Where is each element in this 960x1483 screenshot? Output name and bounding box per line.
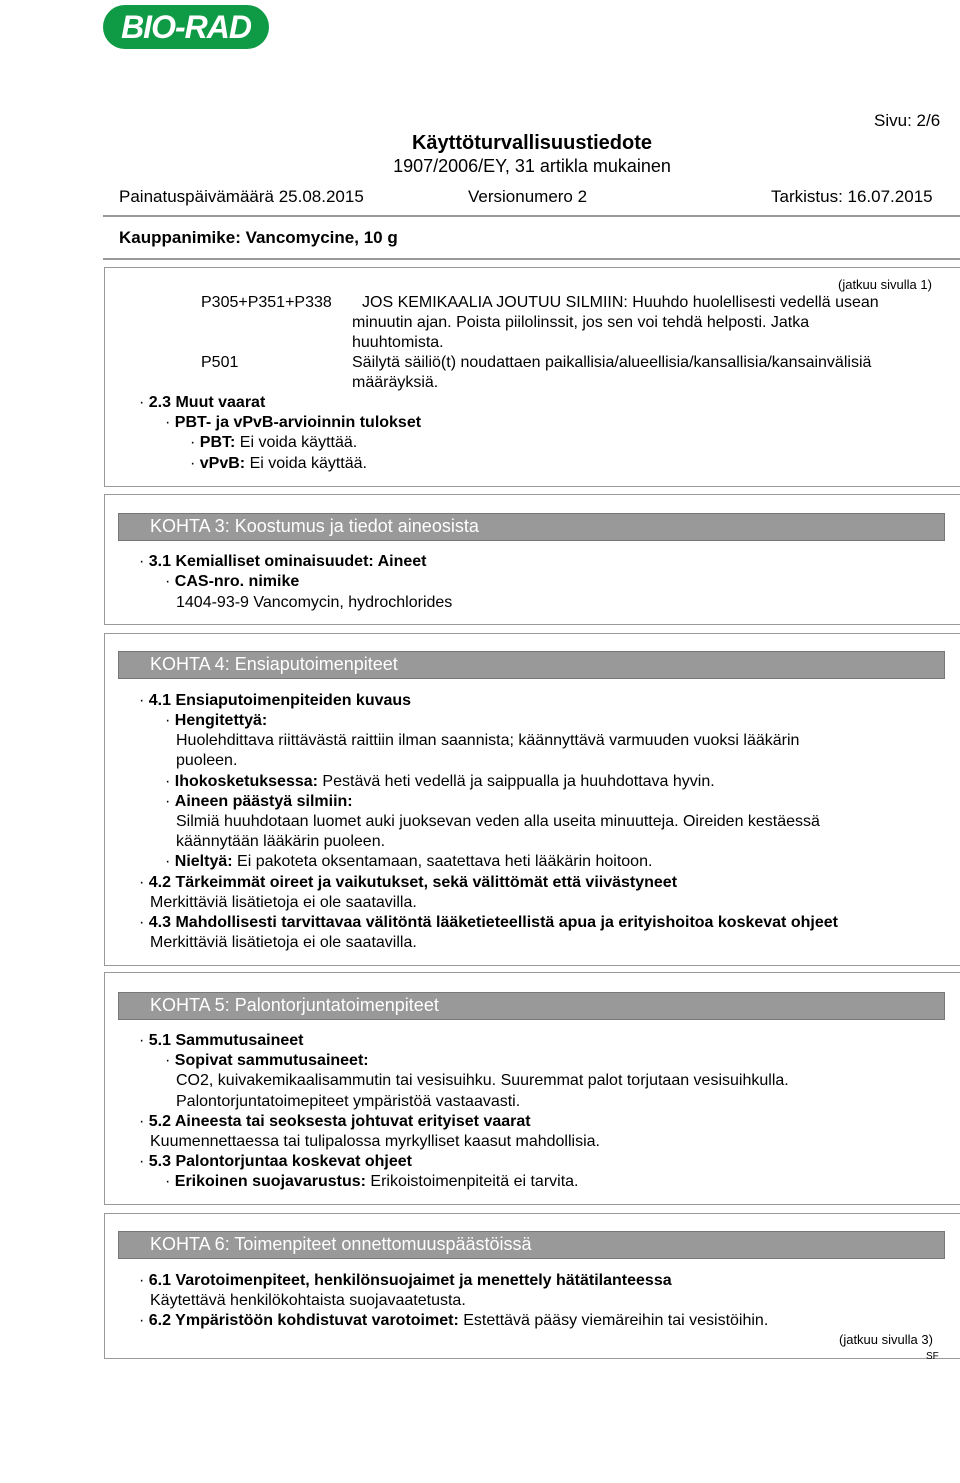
inhalation-text-1: Huolehdittava riittävästä raittiin ilman saannista; käännyttävä varmuuden vuoksi lääkärin <box>176 732 800 749</box>
p305-text-3: huuhtomista. <box>352 334 444 351</box>
inhalation-label: · Hengitettyä: <box>165 712 268 729</box>
p305-text-2: minuutin ajan. Poista piilolinssit, jos sen voi tehdä helposti. Jatka <box>352 314 810 331</box>
heading-4-1: · 4.1 Ensiaputoimenpiteiden kuvaus <box>139 692 412 709</box>
cas-heading: · CAS-nro. nimike <box>165 573 300 590</box>
eye-contact-text-2: käännytään lääkärin puoleen. <box>176 833 386 850</box>
print-date: Painatuspäivämäärä 25.08.2015 <box>119 187 364 206</box>
trade-name: Kauppanimike: Vancomycine, 10 g <box>119 228 398 247</box>
pbt-heading: · PBT- ja vPvB-arvioinnin tulokset <box>165 414 422 431</box>
p501-text-1: Säilytä säiliö(t) noudattaen paikallisia/alueellisia/kansallisia/kansainvälisiä <box>352 354 872 371</box>
heading-4-2: · 4.2 Tärkeimmät oireet ja vaikutukset, sekä välittömät että viivästyneet <box>139 874 678 891</box>
version-number: Versionumero 2 <box>468 187 588 206</box>
vpvb-result: · vPvB: Ei voida käyttää. <box>190 455 367 472</box>
revision-date: Tarkistus: 16.07.2015 <box>771 187 933 206</box>
text-6-1: Käytettävä henkilökohtaista suojavaatetusta. <box>150 1292 466 1309</box>
heading-3-1: · 3.1 Kemialliset ominaisuudet: Aineet <box>139 553 427 570</box>
suitable-media-text-2: Palontorjuntatoimepiteet ympäristöä vastaavasti. <box>176 1093 521 1110</box>
bio-rad-logo: BIO-RAD <box>103 5 269 49</box>
text-5-2: Kuumennettaessa tai tulipalossa myrkylliset kaasut mahdollisia. <box>150 1133 600 1150</box>
p305-text-1: JOS KEMIKAALIA JOUTUU SILMIIN: Huuhdo huolellisesti vedellä usean <box>362 294 879 311</box>
eye-contact-text-1: Silmiä huuhdotaan luomet auki juoksevan veden alla useita minuutteja. Oireiden kestäessä <box>176 813 820 830</box>
cas-value: 1404-93-9 Vancomycin, hydrochlorides <box>176 594 453 611</box>
heading-4-3: · 4.3 Mahdollisesti tarvittavaa välitöntä lääketieteellistä apua ja erityishoitoa koskevat ohjeet <box>139 914 838 931</box>
ingestion: · Nieltyä: Ei pakoteta oksentamaan, saatettava heti lääkärin hoitoon. <box>165 853 653 870</box>
heading-5-1: · 5.1 Sammutusaineet <box>139 1032 304 1049</box>
text-4-2: Merkittäviä lisätietoja ei ole saatavilla. <box>150 894 417 911</box>
continued-from: (jatkuu sivulla 1) <box>838 277 932 292</box>
text-4-3: Merkittäviä lisätietoja ei ole saatavilla. <box>150 934 417 951</box>
section-3-header: KOHTA 3: Koostumus ja tiedot aineosista <box>118 513 945 541</box>
document-title: Käyttöturvallisuustiedote <box>411 132 653 154</box>
language-code: SF <box>926 1351 939 1362</box>
heading-2-3: · 2.3 Muut vaarat <box>139 394 266 411</box>
eye-contact-label: · Aineen päästyä silmiin: <box>165 793 353 810</box>
p501-text-2: määräyksiä. <box>352 374 439 391</box>
suitable-media-text-1: CO2, kuivakemikaalisammutin tai vesisuihku. Suuremmat palot torjutaan vesisuihkulla. <box>176 1072 789 1089</box>
p305-code: P305+P351+P338 <box>201 294 332 311</box>
section-5-header: KOHTA 5: Palontorjuntatoimenpiteet <box>118 992 945 1020</box>
section-6-header: KOHTA 6: Toimenpiteet onnettomuuspäästöissä <box>118 1231 945 1259</box>
page-number: Sivu: 2/6 <box>874 111 941 130</box>
p501-code: P501 <box>201 354 239 371</box>
heading-5-2: · 5.2 Aineesta tai seoksesta johtuvat erityiset vaarat <box>139 1113 531 1130</box>
heading-6-1: · 6.1 Varotoimenpiteet, henkilönsuojaimet ja menettely hätätilanteessa <box>139 1272 672 1289</box>
section-4-header: KOHTA 4: Ensiaputoimenpiteet <box>118 651 945 679</box>
suitable-media-label: · Sopivat sammutusaineet: <box>165 1052 369 1069</box>
pbt-result: · PBT: Ei voida käyttää. <box>190 434 358 451</box>
skin-contact: · Ihokosketuksessa: Pestävä heti vedellä ja saippualla ja huuhdottava hyvin. <box>165 773 715 790</box>
heading-5-3: · 5.3 Palontorjuntaa koskevat ohjeet <box>139 1153 412 1170</box>
protective-equipment: · Erikoinen suojavarustus: Erikoistoimenpiteitä ei tarvita. <box>165 1173 579 1190</box>
document-subtitle: 1907/2006/EY, 31 artikla mukainen <box>393 156 671 176</box>
continued-to: (jatkuu sivulla 3) <box>839 1332 933 1347</box>
heading-6-2: · 6.2 Ympäristöön kohdistuvat varotoimet: Estettävä pääsy viemäreihin tai vesistöihin. <box>139 1312 769 1329</box>
inhalation-text-2: puoleen. <box>176 752 238 769</box>
header-rule-top <box>103 215 960 217</box>
header-rule-bottom <box>103 258 960 260</box>
